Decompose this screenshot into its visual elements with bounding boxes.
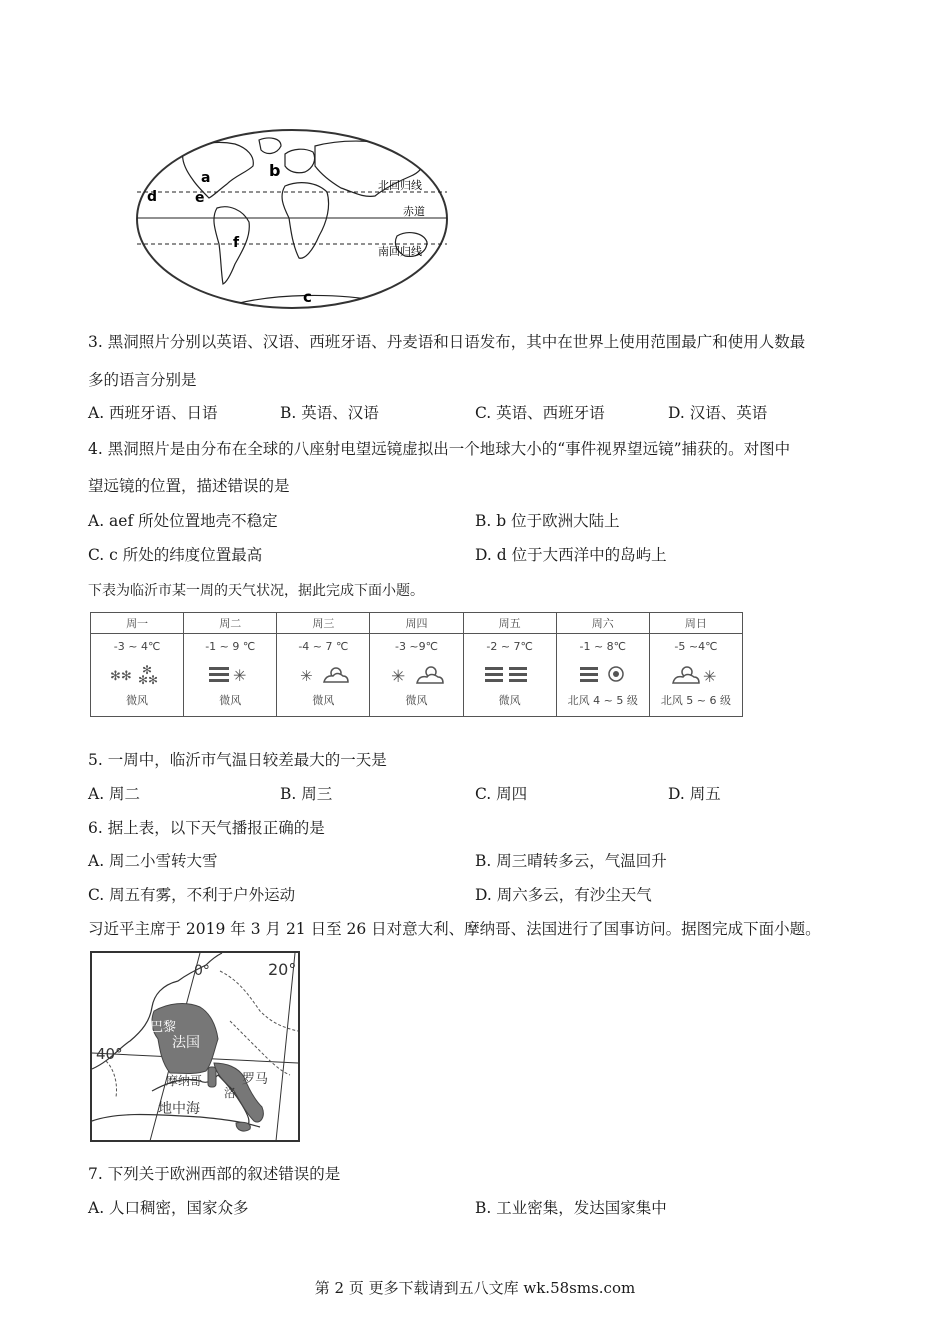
day-header: 周六	[556, 613, 649, 634]
q4-stem-line2: 望远镜的位置，描述错误的是	[88, 477, 290, 495]
wind: 北风 5 ~ 6 级	[660, 694, 732, 707]
snow-icon	[91, 662, 183, 686]
temp-range: -1 ~ 9 ℃	[205, 640, 256, 653]
temp-range: -3 ~9℃	[394, 640, 439, 653]
europe-map	[90, 951, 300, 1142]
wind: 微风	[405, 694, 428, 707]
q7-option-a: A. 人口稠密，国家众多	[88, 1199, 249, 1217]
q5-option-c: C. 周四	[475, 785, 528, 803]
q6-option-a: A. 周二小雪转大雪	[88, 852, 218, 870]
tropic-south-label: 南回归线	[378, 245, 422, 258]
temp-range: -5 ~4℃	[674, 640, 718, 653]
svg-text:✳: ✳	[300, 667, 313, 685]
day-header: 周三	[277, 613, 370, 634]
q5-option-b: B. 周三	[280, 785, 333, 803]
wind: 微风	[126, 694, 149, 707]
point-f-label: f	[233, 235, 240, 251]
paris-label: 巴黎	[150, 1020, 177, 1035]
temp-range: -4 ~ 7 ℃	[298, 640, 349, 653]
svg-text:✳: ✳	[233, 666, 247, 685]
lon-0-label: 0°	[194, 963, 210, 979]
q7-option-b: B. 工业密集，发达国家集中	[475, 1199, 667, 1217]
day-header: 周四	[370, 613, 463, 634]
wind: 微风	[498, 694, 521, 707]
world-map	[135, 126, 450, 314]
q5-option-a: A. 周二	[88, 785, 141, 803]
point-a-label: a	[201, 170, 211, 186]
point-c-label: c	[303, 288, 312, 306]
q6-option-b: B. 周三晴转多云，气温回升	[475, 852, 667, 870]
q5-stem: 5. 一周中，临沂市气温日较差最大的一天是	[88, 751, 387, 769]
point-e-label: e	[195, 190, 205, 206]
q4-option-c: C. c 所处的纬度位置最高	[88, 546, 263, 564]
fog-to-snow-icon	[184, 662, 276, 686]
q6-option-d: D. 周六多云，有沙尘天气	[475, 886, 652, 904]
q3-option-c: C. 英语、西班牙语	[475, 404, 605, 422]
fog-to-sunny-icon	[557, 662, 649, 686]
svg-text:✻✻: ✻✻	[138, 673, 159, 686]
day-header: 周二	[184, 613, 277, 634]
q3-stem-line1: 3. 黑洞照片分别以英语、汉语、西班牙语、丹麦语和日语发布，其中在世界上使用范围最广和使用人数最	[88, 333, 806, 351]
mediterranean-label: 地中海	[158, 1101, 200, 1117]
snow-to-cloudy-icon	[277, 662, 369, 686]
temp-range: -2 ~ 7℃	[486, 640, 533, 653]
weather-table	[90, 612, 743, 717]
fog-icon	[464, 662, 556, 686]
q3-option-d: D. 汉语、英语	[668, 404, 768, 422]
equator-label: 赤道	[403, 205, 425, 218]
wind: 微风	[312, 694, 335, 707]
q4-option-b: B. b 位于欧洲大陆上	[475, 512, 620, 530]
tropic-north-label: 北回归线	[378, 179, 422, 192]
weather-header-row	[91, 613, 743, 634]
point-d-label: d	[147, 189, 158, 205]
q7-stem: 7. 下列关于欧洲西部的叙述错误的是	[88, 1165, 341, 1183]
day-header: 周一	[91, 613, 184, 634]
lon-20-label: 20°	[268, 960, 297, 979]
snow-to-cloudy-icon	[370, 662, 462, 686]
svg-text:✳: ✳	[702, 667, 717, 686]
monaco-label: 摩纳哥	[166, 1074, 203, 1088]
q4-option-a: A. aef 所处位置地壳不稳定	[88, 512, 278, 530]
point-b-label: b	[269, 161, 281, 180]
weather-intro: 下表为临沂市某一周的天气状况，据此完成下面小题。	[88, 583, 424, 599]
q3-option-a: A. 西班牙语、日语	[88, 404, 218, 422]
page-footer: 第 2 页 更多下载请到五八文库 wk.58sms.com	[314, 1279, 636, 1297]
q3-option-b: B. 英语、汉语	[280, 404, 379, 422]
lat-40-label: 40°	[96, 1045, 123, 1063]
italy-fragment-label: 洛	[224, 1086, 237, 1100]
q6-option-c: C. 周五有雾，不利于户外运动	[88, 886, 296, 904]
day-header: 周日	[649, 613, 742, 634]
france-label: 法国	[172, 1035, 200, 1051]
svg-text:✻: ✻	[142, 663, 153, 677]
temp-range: -1 ~ 8℃	[579, 640, 627, 653]
svg-text:✳: ✳	[391, 667, 406, 686]
temp-range: -3 ~ 4℃	[113, 640, 161, 653]
day-header: 周五	[463, 613, 556, 634]
wind: 北风 4 ~ 5 级	[567, 694, 638, 707]
q6-stem: 6. 据上表，以下天气播报正确的是	[88, 819, 325, 837]
wind: 微风	[219, 694, 242, 707]
cloudy-to-snow-icon	[650, 662, 742, 686]
rome-label: 罗马	[242, 1072, 269, 1087]
q4-option-d: D. d 位于大西洋中的岛屿上	[475, 546, 667, 564]
q4-stem-line1: 4. 黑洞照片是由分布在全球的八座射电望远镜虚拟出一个地球大小的“事件视界望远镜”捕获的。对图中	[88, 440, 791, 458]
q3-stem-line2: 多的语言分别是	[88, 371, 197, 389]
visit-intro: 习近平主席于 2019 年 3 月 21 日至 26 日对意大利、摩纳哥、法国进行了国事访问。据图完成下面小题。	[88, 920, 821, 938]
q5-option-d: D. 周五	[668, 785, 721, 803]
weather-body-row	[91, 634, 743, 717]
svg-text:✻✻: ✻✻	[110, 669, 132, 684]
